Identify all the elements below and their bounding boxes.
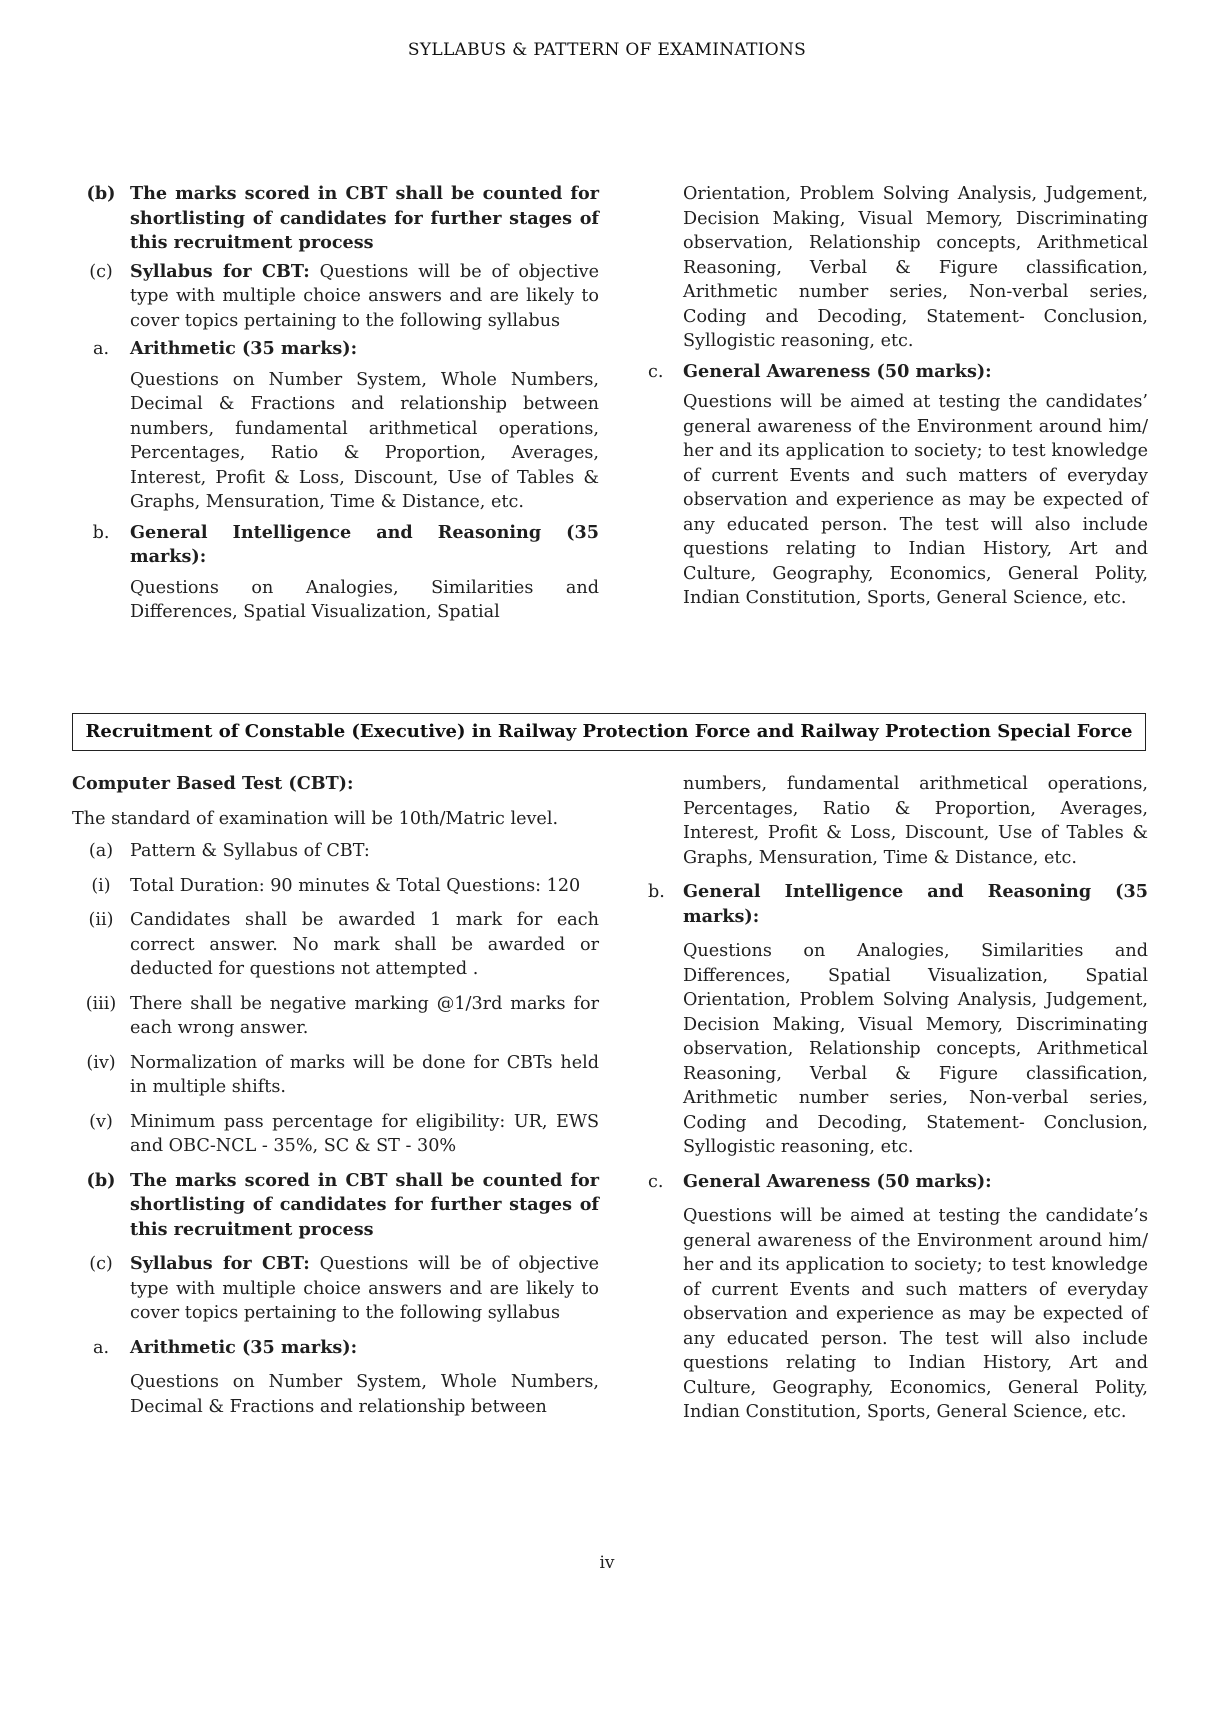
- top-item-reasoning: [72, 521, 599, 570]
- top-item-arithmetic: [72, 337, 599, 362]
- item-text: Normalization of marks will be done for CBTs held in multiple shifts.: [130, 1052, 599, 1097]
- bottom-arithmetic-continued: numbers, fundamental arithmetical operations, Percentages, Ratio & Proportion, Averages, Interest, Profit & Loss, Discount, Use of Tables & Graphs, Mensuration, Time & Distance, etc.: [683, 774, 1148, 868]
- bottom-arithmetic-text: Questions on Number System, Whole Numbers, Decimal & Fractions and relationship between: [130, 1372, 599, 1417]
- item-heading: General Intelligence and Reasoning (35 marks):: [130, 521, 599, 567]
- top-awareness-text: Questions will be aimed at testing the candidates’ general awareness of the Environment around him/ her and its application to society; to test knowledge of current Events and such matters of everyday observation and experience as may be expected of any educated person. The test will also include questions relating to Indian History, Art and Culture, Geography, Economics, General Polity, Indian Constitution, Sports, General Science, etc.: [683, 392, 1148, 608]
- bottom-item-b: [72, 1169, 599, 1243]
- item-label: a.: [92, 1337, 110, 1358]
- cbt-heading: Computer Based Test (CBT):: [72, 773, 354, 794]
- item-heading: General Awareness (50 marks):: [683, 360, 992, 382]
- list-item: [72, 908, 599, 982]
- item-label: b.: [92, 522, 110, 543]
- bottom-right-column: [636, 772, 1148, 1425]
- item-label: c.: [648, 1171, 664, 1192]
- item-label: (v): [89, 1111, 113, 1132]
- item-label: (iii): [85, 993, 117, 1014]
- bottom-item-awareness: [636, 1170, 1148, 1195]
- bottom-reasoning-text: Questions on Analogies, Similarities and Differences, Spatial Visualization, Spatial Orientation, Problem Solving Analysis, Judgement, Decision Making, Visual Memory, Discriminating observation, Relationship concepts, Arithmetical Reasoning, Verbal & Figure classification, Arithmetic number series, Non-verbal series, Coding and Decoding, Statement- Conclusion, Syllogistic reasoning, etc.: [683, 941, 1148, 1157]
- list-item: [72, 992, 599, 1041]
- bottom-item-reasoning: [636, 880, 1148, 929]
- item-label: (b): [86, 183, 116, 204]
- top-item-b: [72, 182, 599, 256]
- page-number: iv: [599, 1553, 615, 1573]
- list-item: [72, 874, 599, 899]
- top-item-c: [72, 260, 599, 334]
- top-item-awareness: [636, 360, 1148, 385]
- item-label: (i): [91, 875, 111, 896]
- item-label: (c): [89, 261, 113, 282]
- bottom-item-arithmetic: [72, 1336, 599, 1361]
- item-heading: Arithmetic (35 marks):: [130, 1336, 358, 1358]
- item-heading: Pattern & Syllabus of CBT:: [130, 841, 370, 861]
- top-reasoning-text: Questions on Analogies, Similarities and Differences, Spatial Visualization, Spatial: [130, 577, 599, 622]
- item-label: (a): [88, 841, 114, 861]
- item-label: c.: [648, 361, 664, 382]
- item-heading: Syllabus for CBT:: [130, 260, 310, 282]
- item-body: Questions will be of objective type with multiple choice answers and are likely to cover topics pertaining to the following syllabus: [130, 261, 599, 331]
- item-text: Total Duration: 90 minutes & Total Questions: 120: [130, 875, 581, 896]
- bottom-left-column: [72, 772, 599, 1419]
- item-text: [130, 260, 599, 334]
- item-heading: General Intelligence and Reasoning (35 marks):: [683, 881, 1148, 927]
- top-right-column: [636, 182, 1148, 611]
- item-heading: Arithmetic (35 marks):: [130, 338, 358, 359]
- section-title-box: Recruitment of Constable (Executive) in Railway Protection Force and Railway Protection Special Force: [72, 713, 1146, 751]
- list-item: [72, 1110, 599, 1159]
- pattern-heading-item: [72, 839, 599, 864]
- bottom-item-c: [72, 1252, 599, 1326]
- item-label: (c): [89, 1254, 113, 1274]
- item-text: There shall be negative marking @1/3rd marks for each wrong answer.: [130, 993, 599, 1038]
- standard-text: The standard of examination will be 10th/Matric level.: [72, 808, 559, 829]
- item-label: b.: [648, 882, 665, 902]
- item-body: Questions will be of objective type with multiple choice answers and are likely to cover topics pertaining to the following syllabus: [130, 1254, 599, 1323]
- item-text: The marks scored in CBT shall be counted for shortlisting of candidates for further stages of this recruitment process: [130, 1169, 599, 1240]
- top-left-column: [72, 182, 599, 625]
- item-label: (ii): [88, 910, 114, 930]
- item-label: (iv): [86, 1052, 116, 1073]
- item-text: Minimum pass percentage for eligibility: UR, EWS and OBC-NCL - 35%, SC & ST - 30%: [130, 1111, 599, 1156]
- item-heading: Syllabus for CBT:: [130, 1253, 310, 1274]
- item-text: The marks scored in CBT shall be counted for shortlisting of candidates for further stages of this recruitment process: [130, 183, 599, 253]
- item-heading: General Awareness (50 marks):: [683, 1170, 992, 1192]
- item-text: Candidates shall be awarded 1 mark for each correct answer. No mark shall be awarded or deducted for questions not attempted .: [130, 910, 599, 979]
- list-item: [72, 1051, 599, 1100]
- top-arithmetic-text: Questions on Number System, Whole Numbers, Decimal & Fractions and relationship between numbers, fundamental arithmetical operations, Percentages, Ratio & Proportion, Averages, Interest, Profit & Loss, Discount, Use of Tables & Graphs, Mensuration, Time & Distance, etc.: [130, 369, 599, 512]
- bottom-awareness-text: Questions will be aimed at testing the candidate’s general awareness of the Environment around him/ her and its application to society; to test knowledge of current Events and such matters of everyday observation and experience as may be expected of any educated person. The test will also include questions relating to Indian History, Art and Culture, Geography, Economics, General Polity, Indian Constitution, Sports, General Science, etc.: [683, 1206, 1148, 1422]
- item-text: [130, 1252, 599, 1326]
- top-reasoning-continued: Orientation, Problem Solving Analysis, Judgement, Decision Making, Visual Memory, Discriminating observation, Relationship concepts, Arithmetical Reasoning, Verbal & Figure classification, Arithmetic number series, Non-verbal series, Coding and Decoding, Statement- Conclusion, Syllogistic reasoning, etc.: [683, 184, 1148, 351]
- item-label: (b): [86, 1169, 116, 1191]
- item-label: a.: [92, 339, 110, 359]
- page-header-title: SYLLABUS & PATTERN OF EXAMINATIONS: [407, 40, 807, 60]
